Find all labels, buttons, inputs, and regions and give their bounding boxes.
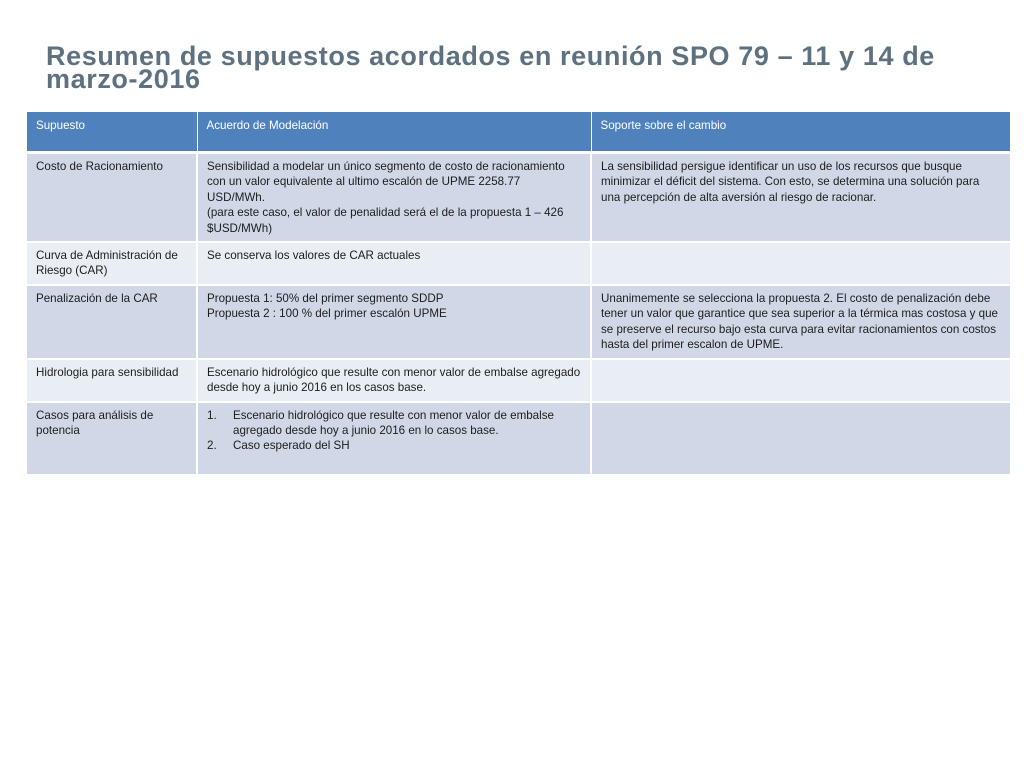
cell-supuesto: Penalización de la CAR	[27, 285, 197, 359]
cell-soporte	[591, 359, 1010, 402]
table-row	[27, 153, 1010, 243]
acuerdo-line: Sensibilidad a modelar un único segmento de costo de racionamiento con un valor equivalente al ultimo escalón de UPME 2258.77 USD/MWh.	[207, 160, 565, 204]
list-item-text: Escenario hidrológico que resulte con menor valor de embalse agregado desde hoy a junio 2016 en lo casos base.	[233, 408, 554, 438]
cell-acuerdo	[197, 402, 591, 475]
list-number: 2.	[207, 439, 217, 453]
cell-supuesto: Curva de Administración de Riesgo (CAR)	[27, 242, 197, 285]
acuerdo-line: Propuesta 1: 50% del primer segmento SDDP	[207, 292, 444, 306]
cell-acuerdo	[197, 153, 591, 243]
list-item-text: Caso esperado del SH	[233, 439, 350, 453]
cell-soporte	[591, 242, 1010, 285]
cell-acuerdo: Escenario hidrológico que resulte con menor valor de embalse agregado desde hoy a junio 2016 en los casos base.	[197, 359, 591, 402]
table-row	[27, 242, 1010, 285]
cell-acuerdo	[197, 285, 591, 359]
acuerdo-line: (para este caso, el valor de penalidad será el de la propuesta 1 – 426 $USD/MWh)	[207, 206, 564, 235]
slide-title: Resumen de supuestos acordados en reunión SPO 79 – 11 y 14 de marzo-2016	[46, 41, 935, 94]
list-item	[207, 408, 581, 439]
header-supuesto: Supuesto	[27, 112, 197, 153]
list-item	[207, 438, 581, 453]
table-row	[27, 285, 1010, 359]
cell-soporte: La sensibilidad persigue identificar un uso de los recursos que busque minimizar el déficit del sistema. Con esto, se determina una solución para una percepción de alta aversión al riesgo de racionar.	[591, 153, 1010, 243]
cell-supuesto: Costo de Racionamiento	[27, 153, 197, 243]
cell-acuerdo: Se conserva los valores de CAR actuales	[197, 242, 591, 285]
acuerdo-line: Propuesta 2 : 100 % del primer escalón UPME	[207, 307, 447, 321]
header-acuerdo: Acuerdo de Modelación	[197, 112, 591, 153]
cell-soporte: Unanimemente se selecciona la propuesta 2. El costo de penalización debe tener un valor que garantice que sea superior a la térmica mas costosa y que se preserve el recurso bajo esta curva para evitar racionamientos con costos hasta del primer escalon de UPME.	[591, 285, 1010, 359]
cell-soporte	[591, 402, 1010, 475]
cell-supuesto: Hidrologia para sensibilidad	[27, 359, 197, 402]
table-row	[27, 402, 1010, 475]
table-header-row	[27, 112, 1010, 153]
table-row	[27, 359, 1010, 402]
assumptions-table	[27, 112, 1010, 476]
header-soporte: Soporte sobre el cambio	[591, 112, 1010, 153]
acuerdo-numbered-list	[207, 408, 581, 454]
cell-supuesto: Casos para análisis de potencia	[27, 402, 197, 475]
list-number: 1.	[207, 408, 217, 422]
